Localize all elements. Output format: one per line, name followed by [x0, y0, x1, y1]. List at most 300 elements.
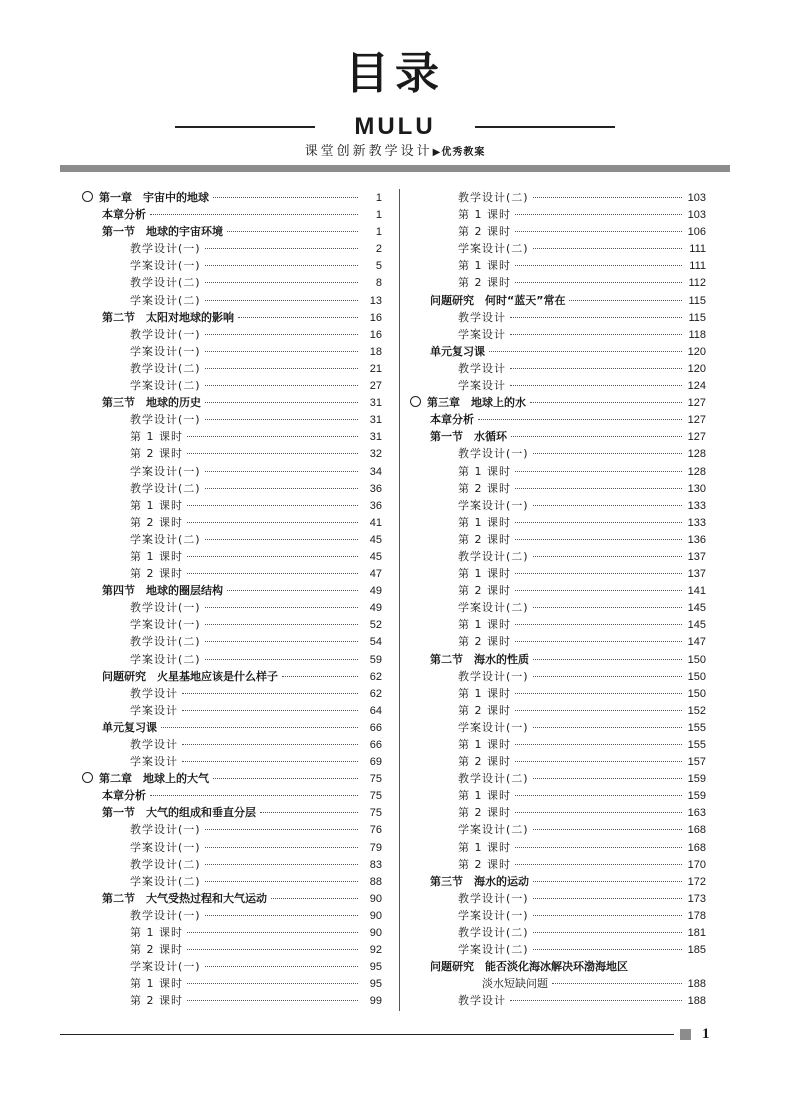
toc-entry-page: 90	[369, 909, 382, 922]
dot-leader	[227, 231, 358, 232]
toc-entry-title: 教学设计	[130, 686, 178, 700]
dot-leader	[489, 351, 682, 352]
toc-entry[interactable]	[410, 514, 706, 531]
toc-entry[interactable]	[410, 633, 706, 650]
toc-entry[interactable]	[82, 804, 382, 821]
toc-entry-page: 52	[369, 619, 382, 632]
dot-leader	[533, 898, 682, 899]
toc-entry-page: 181	[687, 927, 706, 940]
toc-entry[interactable]	[410, 274, 706, 291]
toc-entry[interactable]	[82, 394, 382, 411]
dot-leader	[510, 1000, 682, 1001]
dot-leader	[271, 898, 358, 899]
toc-entry-page: 36	[369, 482, 382, 495]
column-divider	[399, 189, 400, 1011]
dot-leader	[515, 539, 682, 540]
toc-entry[interactable]	[82, 685, 382, 702]
toc-entry[interactable]	[82, 668, 382, 685]
toc-entry-title: 第 1 课时	[458, 208, 511, 222]
toc-entry-page: 145	[687, 619, 706, 632]
toc-entry-page: 41	[369, 516, 382, 529]
toc-entry-page: 152	[687, 704, 706, 717]
toc-entry-page: 150	[687, 653, 706, 666]
toc-entry-title: 本章分析	[430, 413, 474, 427]
dot-leader	[510, 368, 682, 369]
toc-entry-page: 185	[687, 944, 706, 957]
toc-entry-page: 178	[687, 909, 706, 922]
toc-entry-title: 学案设计(一)	[130, 344, 201, 358]
toc-entry-title: 淡水短缺问题	[482, 977, 548, 991]
toc-entry-title: 第 2 课时	[458, 225, 511, 239]
toc-entry-title: 单元复习课	[102, 720, 157, 734]
toc-entry-page: 120	[687, 362, 706, 375]
toc-entry[interactable]	[410, 702, 706, 719]
dot-leader	[533, 453, 682, 454]
dot-leader	[205, 300, 358, 301]
toc-entry[interactable]	[82, 514, 382, 531]
dot-leader	[150, 795, 358, 796]
toc-entry[interactable]	[82, 240, 382, 257]
toc-entry-title: 第 1 课时	[458, 840, 511, 854]
toc-entry-title: 教学设计(一)	[458, 891, 529, 905]
toc-entry[interactable]	[410, 394, 706, 411]
toc-entry-page: 163	[687, 807, 706, 820]
dot-leader	[187, 436, 358, 437]
toc-entry-page: 133	[687, 516, 706, 529]
toc-entry-page: 5	[375, 260, 382, 273]
toc-entry-title: 第 2 课时	[130, 943, 183, 957]
dot-leader	[515, 590, 682, 591]
dot-leader	[533, 881, 682, 882]
toc-entry-page: 45	[369, 533, 382, 546]
dot-leader	[533, 949, 682, 950]
toc-entry[interactable]	[82, 274, 382, 291]
toc-entry[interactable]	[410, 206, 706, 223]
toc-entry[interactable]	[410, 445, 706, 462]
toc-entry-title: 学案设计(二)	[130, 379, 201, 393]
toc-entry-page: 112	[688, 277, 706, 290]
toc-entry-title: 学案设计(一)	[458, 498, 529, 512]
chapter-circle-icon	[82, 772, 93, 783]
toc-entry[interactable]	[410, 685, 706, 702]
toc-entry[interactable]	[410, 360, 706, 377]
toc-entry[interactable]	[82, 360, 382, 377]
toc-entry[interactable]	[410, 770, 706, 787]
dot-leader	[515, 744, 682, 745]
toc-entry-page: 95	[369, 978, 382, 991]
toc-entry-title: 第 1 课时	[458, 567, 511, 581]
toc-entry[interactable]	[82, 633, 382, 650]
toc-entry[interactable]	[410, 616, 706, 633]
toc-entry-page: 155	[687, 721, 706, 734]
dot-leader	[515, 488, 682, 489]
toc-entry-title: 教学设计(二)	[130, 635, 201, 649]
subtitle-text: 课堂创新教学设计	[304, 144, 433, 159]
toc-entry-page: 124	[687, 380, 706, 393]
toc-entry-title: 第四节 地球的圈层结构	[102, 584, 223, 598]
toc-entry[interactable]	[82, 326, 382, 343]
toc-left-column	[82, 189, 382, 1010]
dot-leader	[182, 693, 358, 694]
toc-entry[interactable]	[410, 924, 706, 941]
header-bar	[60, 165, 730, 172]
toc-entry-page: 137	[687, 550, 706, 563]
toc-entry[interactable]	[410, 480, 706, 497]
toc-entry[interactable]	[82, 702, 382, 719]
toc-entry[interactable]	[82, 480, 382, 497]
dot-leader	[205, 539, 358, 540]
toc-entry[interactable]	[82, 821, 382, 838]
toc-entry[interactable]	[410, 292, 706, 309]
toc-entry-page: 75	[369, 773, 382, 786]
toc-entry-page: 120	[687, 345, 706, 358]
dot-leader	[187, 505, 358, 506]
page-title: 目录	[345, 48, 445, 99]
toc-entry[interactable]	[410, 411, 706, 428]
toc-entry-page: 69	[369, 756, 382, 769]
toc-entry[interactable]	[410, 343, 706, 360]
toc-entry[interactable]	[82, 377, 382, 394]
toc-entry-page: 62	[369, 670, 382, 683]
toc-entry[interactable]	[410, 804, 706, 821]
toc-entry-page: 27	[369, 380, 382, 393]
dot-leader	[205, 248, 358, 249]
toc-entry-page: 127	[687, 431, 706, 444]
toc-entry-title: 学案设计(二)	[458, 601, 529, 615]
toc-entry-page: 111	[689, 243, 706, 256]
dot-leader	[205, 659, 358, 660]
dot-leader	[227, 590, 358, 591]
toc-entry[interactable]	[82, 736, 382, 753]
toc-entry-page: 141	[687, 585, 706, 598]
toc-entry[interactable]	[410, 651, 706, 668]
dot-leader	[213, 778, 358, 779]
dot-leader	[205, 915, 358, 916]
toc-entry[interactable]	[82, 941, 382, 958]
toc-entry[interactable]	[82, 651, 382, 668]
toc-entry-title: 第 2 课时	[130, 567, 183, 581]
toc-entry[interactable]	[82, 599, 382, 616]
toc-entry-page: 157	[687, 756, 706, 769]
toc-entry-page: 172	[687, 875, 706, 888]
dot-leader	[187, 983, 358, 984]
toc-entry[interactable]	[82, 189, 382, 206]
toc-entry-page: 1	[375, 226, 382, 239]
toc-entry[interactable]	[410, 309, 706, 326]
toc-entry-page: 188	[687, 978, 706, 991]
mulu-banner	[175, 114, 615, 140]
toc-entry-title: 第 2 课时	[458, 481, 511, 495]
toc-entry-page: 49	[369, 585, 382, 598]
dot-leader	[533, 248, 682, 249]
toc-entry-page: 32	[369, 448, 382, 461]
toc-entry-page: 155	[687, 739, 706, 751]
toc-entry[interactable]	[410, 428, 706, 445]
dot-leader	[187, 573, 358, 574]
right-rule	[475, 126, 615, 128]
toc-entry-title: 第二节 大气受热过程和大气运动	[102, 891, 267, 905]
toc-entry-title: 教学设计(二)	[458, 549, 529, 563]
toc-entry-page: 111	[689, 260, 706, 273]
toc-entry-title: 第 2 课时	[458, 857, 511, 871]
toc-entry-title: 教学设计	[458, 994, 506, 1008]
toc-entry[interactable]	[82, 309, 382, 326]
toc-entry-title: 第 2 课时	[458, 276, 511, 290]
toc-entry[interactable]	[410, 326, 706, 343]
toc-entry-title: 学案设计(一)	[130, 618, 201, 632]
dot-leader	[515, 282, 682, 283]
page-marker	[680, 1029, 691, 1040]
toc-entry-title: 第 1 课时	[458, 618, 511, 632]
toc-entry[interactable]	[82, 223, 382, 240]
toc-entry-page: 115	[688, 294, 706, 307]
toc-entry[interactable]	[82, 770, 382, 787]
dot-leader	[533, 829, 682, 830]
toc-entry[interactable]	[82, 924, 382, 941]
toc-entry[interactable]	[410, 599, 706, 616]
dot-leader	[515, 214, 682, 215]
toc-entry[interactable]	[82, 445, 382, 462]
toc-entry[interactable]	[82, 719, 382, 736]
toc-entry-title: 本章分析	[102, 208, 146, 222]
toc-entry[interactable]	[410, 907, 706, 924]
subtitle	[0, 144, 790, 161]
toc-entry[interactable]	[410, 668, 706, 685]
toc-entry-title: 学案设计(一)	[130, 259, 201, 273]
toc-entry[interactable]	[410, 223, 706, 240]
toc-entry-title: 教学设计(二)	[130, 276, 201, 290]
toc-entry-page: 54	[369, 636, 382, 649]
toc-entry[interactable]	[82, 992, 382, 1009]
toc-entry-page: 170	[687, 858, 706, 871]
dot-leader	[533, 727, 682, 728]
dot-leader	[205, 402, 358, 403]
toc-entry-page: 31	[369, 431, 382, 444]
toc-entry[interactable]	[82, 958, 382, 975]
toc-entry[interactable]	[410, 890, 706, 907]
toc-entry-page: 90	[369, 927, 382, 940]
toc-entry[interactable]	[410, 992, 706, 1009]
dot-leader	[205, 282, 358, 283]
dot-leader	[533, 607, 682, 608]
dot-leader	[187, 1000, 358, 1001]
dot-leader	[150, 214, 358, 215]
toc-entry-page: 8	[375, 277, 382, 290]
toc-entry[interactable]	[82, 411, 382, 428]
toc-entry-page: 159	[687, 790, 706, 803]
toc-entry-title: 第 2 课时	[458, 806, 511, 820]
toc-entry[interactable]	[410, 753, 706, 770]
toc-entry[interactable]	[82, 292, 382, 309]
toc-entry-title: 教学设计(一)	[130, 242, 201, 256]
dot-leader	[187, 522, 358, 523]
toc-entry-title: 第 2 课时	[458, 584, 511, 598]
toc-entry-page: 59	[369, 653, 382, 666]
dot-leader	[187, 949, 358, 950]
toc-entry[interactable]	[82, 257, 382, 274]
toc-entry-title: 第一节 地球的宇宙环境	[102, 225, 223, 239]
toc-entry-page: 106	[687, 226, 706, 239]
toc-entry-page: 66	[369, 739, 382, 751]
toc-entry[interactable]	[410, 787, 706, 804]
dot-leader	[552, 983, 682, 984]
toc-entry-title: 第 1 课时	[130, 430, 183, 444]
toc-entry-title: 第 2 课时	[130, 447, 183, 461]
toc-entry-title: 教学设计(二)	[458, 191, 529, 204]
dot-leader	[533, 556, 682, 557]
toc-entry-page: 1	[375, 192, 382, 204]
toc-entry-page: 103	[687, 209, 706, 222]
toc-entry-title: 第一章 宇宙中的地球	[99, 191, 209, 204]
dot-leader	[569, 300, 682, 301]
dot-leader	[515, 864, 682, 865]
dot-leader	[161, 727, 358, 728]
toc-entry-page: 168	[687, 841, 706, 854]
toc-entry[interactable]	[410, 975, 706, 992]
dot-leader	[205, 488, 358, 489]
toc-entry-title: 第 1 课时	[458, 686, 511, 700]
toc-entry[interactable]	[410, 856, 706, 873]
toc-entry[interactable]	[82, 565, 382, 582]
toc-entry[interactable]	[410, 941, 706, 958]
toc-entry[interactable]	[410, 565, 706, 582]
toc-entry[interactable]	[410, 240, 706, 257]
toc-entry[interactable]	[410, 548, 706, 565]
dot-leader	[510, 334, 682, 335]
toc-entry[interactable]	[82, 616, 382, 633]
toc-entry-title: 第 1 课时	[130, 926, 183, 940]
toc-entry[interactable]	[410, 497, 706, 514]
toc-entry-title: 教学设计(一)	[130, 601, 201, 615]
toc-entry[interactable]	[410, 257, 706, 274]
toc-entry[interactable]	[82, 428, 382, 445]
toc-entry-title: 第 2 课时	[458, 755, 511, 769]
dot-leader	[182, 710, 358, 711]
toc-entry-title: 第 1 课时	[458, 515, 511, 529]
dot-leader	[187, 932, 358, 933]
toc-entry[interactable]	[82, 907, 382, 924]
toc-entry-title: 第三节 地球的历史	[102, 396, 201, 410]
toc-entry[interactable]	[82, 463, 382, 480]
toc-entry-page: 36	[369, 499, 382, 512]
dot-leader	[515, 641, 682, 642]
toc-entry[interactable]	[410, 189, 706, 206]
dot-leader	[515, 812, 682, 813]
toc-entry[interactable]	[82, 582, 382, 599]
toc-entry[interactable]	[82, 206, 382, 223]
dot-leader	[515, 573, 682, 574]
toc-entry-page: 34	[369, 465, 382, 478]
toc-entry-title: 第 2 课时	[458, 635, 511, 649]
toc-entry[interactable]	[82, 531, 382, 548]
toc-entry[interactable]	[82, 787, 382, 804]
dot-leader	[205, 966, 358, 967]
toc-entry-title: 第 2 课时	[130, 994, 183, 1008]
toc-entry-page: 47	[369, 568, 382, 581]
toc-entry-page: 66	[369, 721, 382, 734]
dot-leader	[205, 385, 358, 386]
toc-entry-page: 90	[369, 892, 382, 905]
toc-entry[interactable]	[82, 497, 382, 514]
dot-leader	[515, 265, 682, 266]
dot-leader	[533, 932, 682, 933]
toc-entry[interactable]	[410, 839, 706, 856]
toc-entry-title: 单元复习课	[430, 344, 485, 358]
footer-rule	[60, 1034, 674, 1035]
toc-entry-page: 130	[687, 482, 706, 495]
toc-entry-page: 31	[369, 397, 382, 410]
toc-entry-title: 教学设计(一)	[130, 327, 201, 341]
toc-entry[interactable]	[82, 548, 382, 565]
toc-entry-title: 学案设计	[130, 703, 178, 717]
dot-leader	[282, 676, 358, 677]
toc-entry-page: 115	[688, 311, 706, 324]
toc-entry[interactable]	[82, 890, 382, 907]
toc-entry[interactable]	[410, 873, 706, 890]
dot-leader	[205, 641, 358, 642]
toc-entry[interactable]	[410, 736, 706, 753]
toc-entry-title: 第 2 课时	[130, 515, 183, 529]
toc-entry-title: 学案设计	[130, 755, 178, 769]
toc-entry[interactable]	[410, 821, 706, 838]
toc-entry-page: 118	[688, 328, 706, 341]
toc-entry[interactable]	[82, 343, 382, 360]
toc-entry[interactable]	[410, 531, 706, 548]
toc-entry-page: 188	[687, 995, 706, 1008]
toc-entry-title: 第 1 课时	[458, 464, 511, 478]
toc-entry[interactable]	[82, 975, 382, 992]
dot-leader	[205, 471, 358, 472]
toc-entry-title: 教学设计(二)	[130, 857, 201, 871]
toc-entry-page: 83	[369, 858, 382, 871]
dot-leader	[515, 847, 682, 848]
dot-leader	[205, 419, 358, 420]
toc-entry-page: 16	[369, 311, 382, 324]
toc-entry-title: 第 1 课时	[130, 549, 183, 563]
toc-entry-title: 教学设计(二)	[130, 481, 201, 495]
toc-entry[interactable]	[410, 377, 706, 394]
dot-leader	[260, 812, 358, 813]
toc-entry-page: 49	[369, 602, 382, 615]
toc-entry-page: 145	[687, 602, 706, 615]
toc-entry-title: 教学设计(二)	[458, 772, 529, 786]
toc-entry-title: 第 1 课时	[130, 498, 183, 512]
toc-entry-page: 173	[687, 892, 706, 905]
toc-entry-title: 教学设计(一)	[458, 669, 529, 683]
toc-entry-title: 第 2 课时	[458, 703, 511, 717]
dot-leader	[205, 847, 358, 848]
toc-entry-page: 103	[687, 192, 706, 204]
dot-leader	[182, 761, 358, 762]
toc-entry[interactable]	[82, 873, 382, 890]
toc-entry[interactable]	[410, 463, 706, 480]
page-number: 1	[702, 1026, 710, 1042]
toc-entry[interactable]	[410, 582, 706, 599]
dot-leader	[205, 864, 358, 865]
dot-leader	[205, 829, 358, 830]
toc-entry-page: 21	[369, 362, 382, 375]
toc-entry[interactable]	[410, 958, 706, 975]
dot-leader	[182, 744, 358, 745]
toc-entry[interactable]	[82, 839, 382, 856]
toc-entry-page: 150	[687, 670, 706, 683]
toc-entry-page: 137	[687, 568, 706, 581]
toc-entry[interactable]	[410, 719, 706, 736]
toc-entry-page: 133	[687, 499, 706, 512]
toc-entry[interactable]	[82, 856, 382, 873]
toc-entry-title: 教学设计(一)	[130, 413, 201, 427]
toc-entry[interactable]	[82, 753, 382, 770]
